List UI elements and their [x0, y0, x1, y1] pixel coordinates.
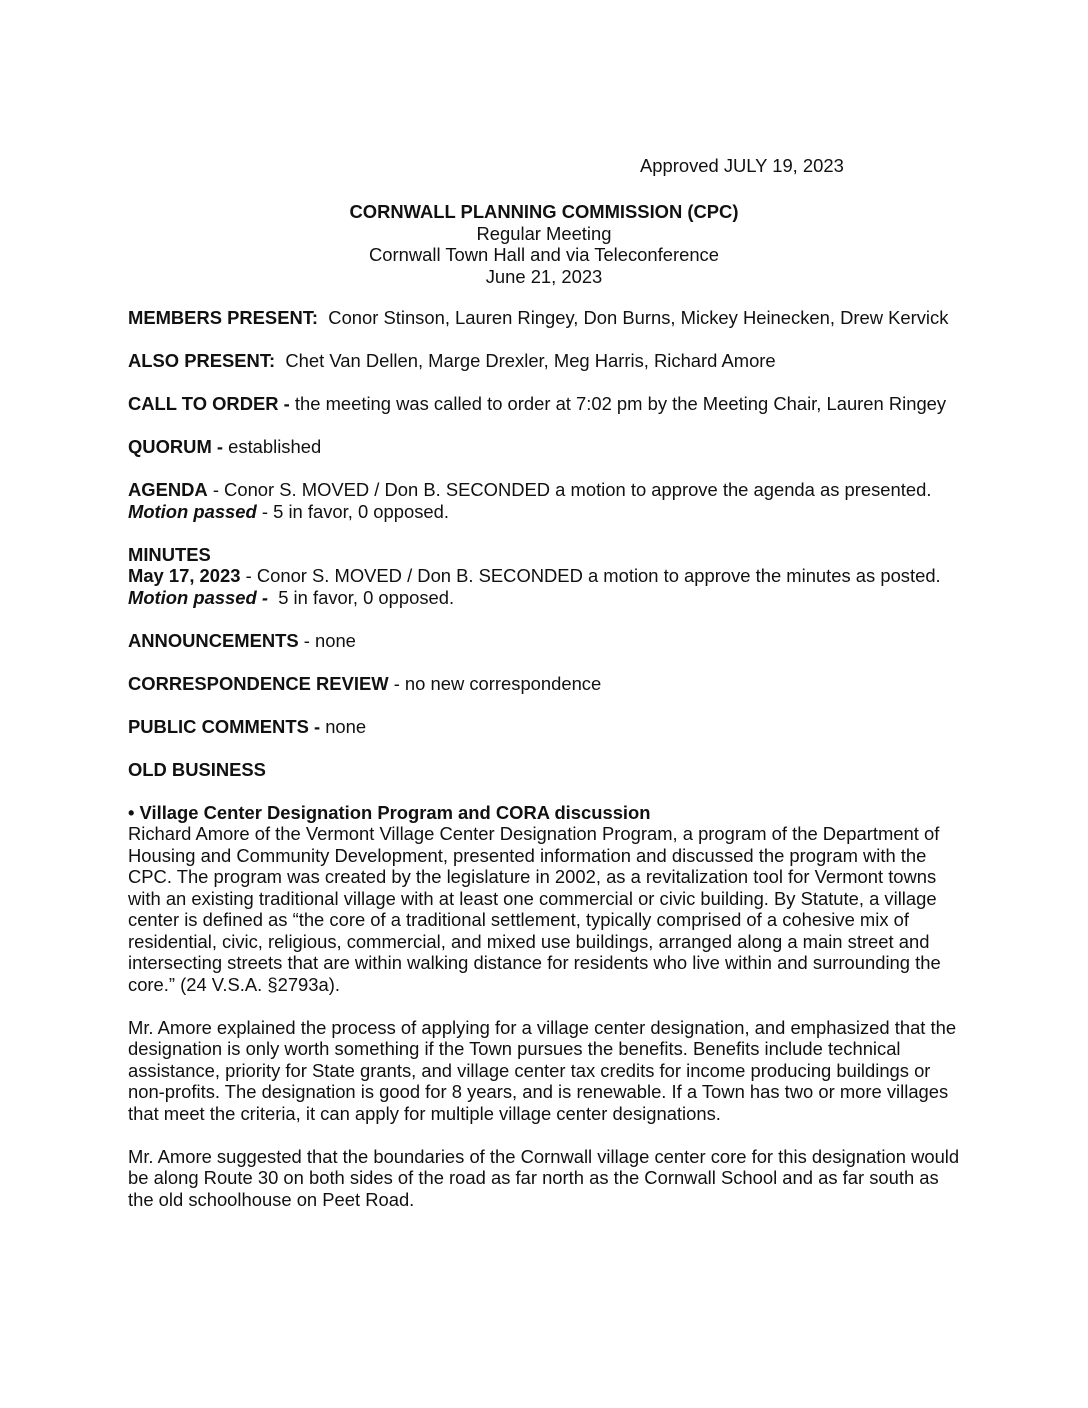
call-to-order-label: CALL TO ORDER - — [128, 393, 290, 414]
document-header — [0, 201, 1088, 287]
correspondence-label: CORRESPONDENCE REVIEW — [128, 672, 389, 694]
also-present-label: ALSO PRESENT: — [128, 350, 276, 371]
minutes-heading: MINUTES — [128, 543, 211, 565]
agenda-result: - 5 in favor, 0 opposed. — [261, 500, 449, 522]
old-business-paragraph-1: Richard Amore of the Vermont Village Center Designation Program, a program of the Department of Housing and Community Development, presented information and discussed the program with the CPC. The program was created by the legislature in 2002, as a revitalization tool for Vermont towns with an existing traditional village with at least one commercial or civic building. By Statute, a village center is defined as “the core of a traditional settlement, typically comprised of a cohesive mix of residential, civic, religious, commercial, and mixed use buildings, arranged along a main street and intersecting streets that are within walking distance for residents who live within and surrounding the core.” (24 V.S.A. §2793a). — [128, 823, 941, 995]
announcements-label: ANNOUNCEMENTS — [128, 629, 299, 651]
also-present-text: Chet Van Dellen, Marge Drexler, Meg Harris, Richard Amore — [285, 350, 776, 371]
public-comments-section — [128, 716, 968, 738]
public-comments-label: PUBLIC COMMENTS - — [128, 715, 321, 737]
members-present-text: Conor Stinson, Lauren Ringey, Don Burns, Mickey Heinecken, Drew Kervick — [328, 307, 949, 328]
meeting-type: Regular Meeting — [476, 222, 612, 244]
quorum-text: established — [228, 436, 322, 457]
public-comments-text: none — [325, 715, 367, 737]
members-present-section — [128, 307, 968, 329]
agenda-label: AGENDA — [128, 479, 208, 500]
announcements-section — [128, 630, 968, 652]
meeting-date: June 21, 2023 — [485, 265, 603, 287]
old-business-paragraph-2: Mr. Amore explained the process of applying for a village center designation, and emphasized that the designation is only worth something if the Town pursues the benefits. Benefits include technical assistance, priority for State grants, and village center tax credits for income producing buildings or non-profits. The designation is good for 8 years, and is renewable. If a Town has two or more villages that meet the criteria, it can apply for multiple village center designations. — [128, 1016, 957, 1124]
call-to-order-text: the meeting was called to order at 7:02 pm by the Meeting Chair, Lauren Ringey — [294, 393, 947, 414]
approval-note: Approved JULY 19, 2023 — [640, 155, 844, 176]
also-present-section — [128, 350, 968, 372]
quorum-label: QUORUM - — [128, 436, 224, 457]
old-business-heading: OLD BUSINESS — [128, 758, 266, 780]
correspondence-text: - no new correspondence — [393, 672, 602, 694]
agenda-section — [128, 479, 968, 522]
minutes-result: 5 in favor, 0 opposed. — [278, 586, 455, 608]
old-business-paragraph-3: Mr. Amore suggested that the boundaries of the Cornwall village center core for this designation would be along Route 30 on both sides of the road as far north as the Cornwall School and as far south as the old schoolhouse on Peet Road. — [128, 1145, 960, 1210]
meeting-location: Cornwall Town Hall and via Teleconference — [369, 244, 719, 265]
village-center-item-heading: • Village Center Designation Program and CORA discussion — [128, 801, 651, 823]
minutes-motion: Motion passed - — [128, 586, 268, 608]
minutes-date-label: May 17, 2023 — [128, 565, 241, 586]
minutes-body — [128, 307, 968, 1232]
members-present-label: MEMBERS PRESENT: — [128, 307, 319, 328]
call-to-order-section — [128, 393, 968, 415]
announcements-text: - none — [303, 629, 356, 651]
correspondence-section — [128, 673, 968, 695]
agenda-text: - Conor S. MOVED / Don B. SECONDED a motion to approve the agenda as presented. — [212, 479, 932, 500]
minutes-text: - Conor S. MOVED / Don B. SECONDED a motion to approve the minutes as posted. — [245, 565, 941, 586]
agenda-motion: Motion passed — [128, 500, 257, 522]
quorum-section — [128, 436, 968, 458]
document-title: CORNWALL PLANNING COMMISSION (CPC) — [349, 201, 739, 222]
minutes-section — [128, 565, 968, 608]
